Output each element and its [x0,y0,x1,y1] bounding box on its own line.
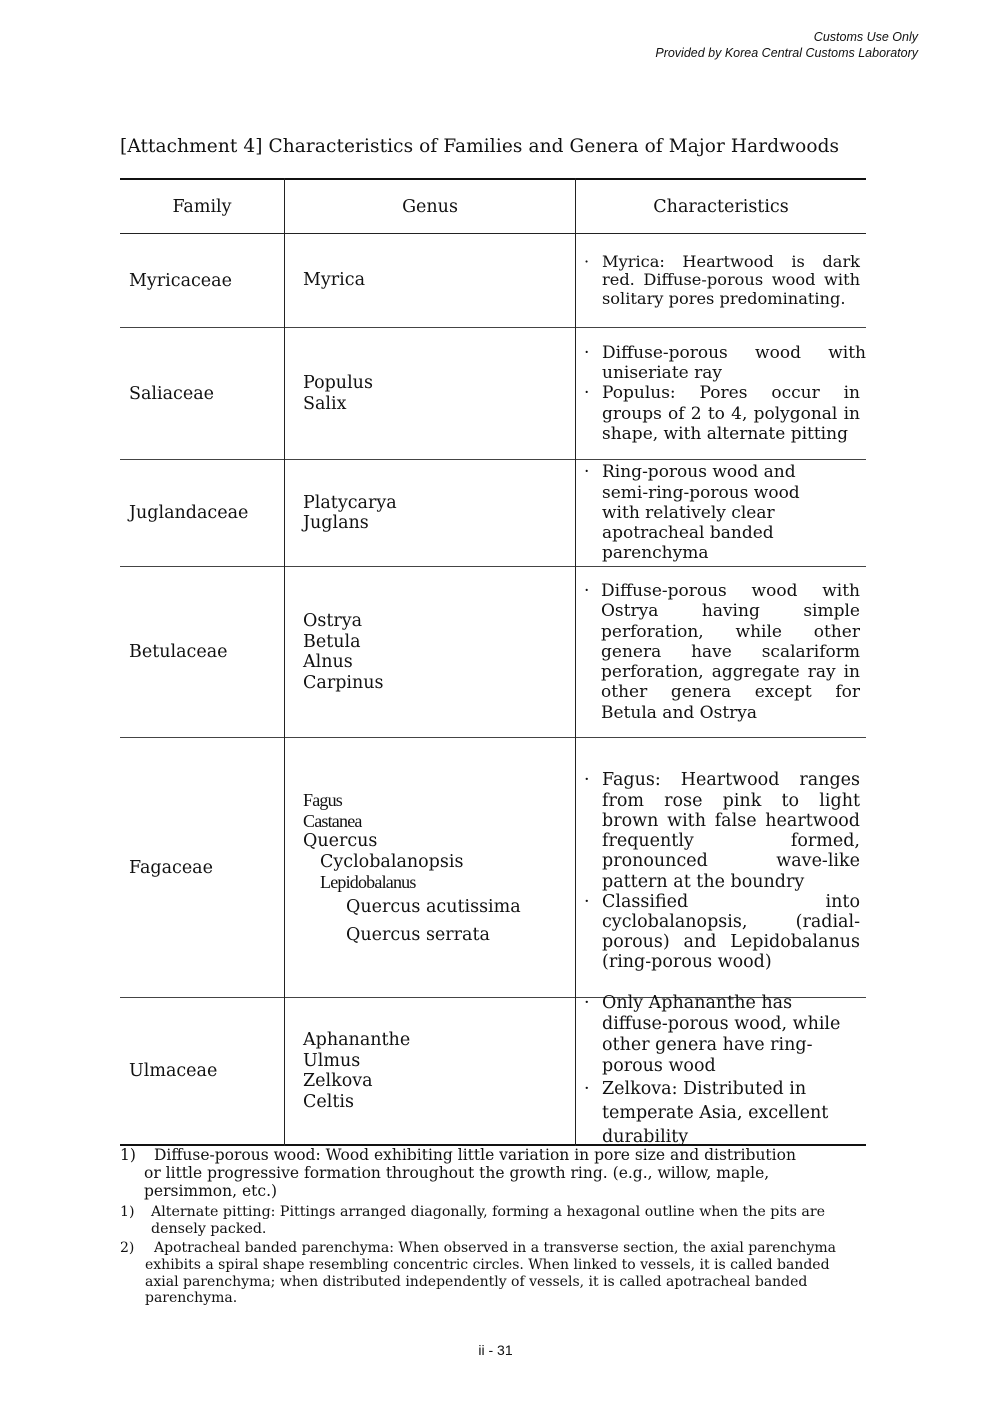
genus-cell [285,567,575,737]
bullet-icon: · [584,462,590,483]
genus-cell [285,998,575,1144]
genus-cell [285,460,575,566]
characteristics-cell [576,234,866,327]
footnote-number: 2) [120,1240,135,1256]
bullet-icon: · [584,1079,590,1099]
bullet-icon: · [584,383,590,404]
bullet-icon: · [584,251,590,271]
header-restriction-note: Customs Use Only [813,30,918,44]
genus-cell [285,328,575,459]
characteristics-cell [576,738,866,997]
bullet-icon: · [584,891,590,912]
footnote-text: Apotracheal banded parenchyma: When observed in a transverse section, the axial parenchyma exhibits a spiral shape resembling concentric circles. When linked to vessels, it is called banded axial parenchyma; when distributed independently of vessels, it is called apotracheal banded parenchyma. [145,1240,836,1307]
genus-item: Aphananthe [303,1030,411,1050]
genus-item: Juglans [303,513,369,533]
characteristic-item: · Classified into cyclobalanopsis, (radial-porous) and Lepidobalanus (ring-porous wood) [584,891,860,973]
footnote-text: Diffuse-porous wood: Wood exhibiting little variation in pore size and distribution or little progressive formation throughout the growth ring. (e.g., willow, maple, persimmon, etc.) [144,1146,796,1200]
family-cell: Ulmaceae [129,1061,218,1081]
footnote-number: 1) [120,1204,135,1220]
characteristic-item: · Zelkova: Distributed in temperate Asia, excellent durability [584,1079,829,1147]
bullet-icon: · [584,770,590,791]
species-item: Quercus acutissima [346,896,521,917]
genus-item: Betula [303,631,361,652]
genus-item: Platycarya [303,492,397,513]
characteristic-item: · Ring-porous wood and semi-ring-porous wood with relatively clear apotracheal banded parenchyma [584,462,800,564]
page-number: ii - 31 [478,1342,513,1358]
family-cell: Fagaceae [129,857,213,878]
bullet-icon: · [584,342,590,363]
genus-item: Ulmus [303,1050,361,1071]
characteristic-item: · Myrica: Heartwood is dark red. Diffuse-porous wood with solitary pores predominating. [584,251,860,308]
column-header-genus: Genus [402,196,458,217]
footnote [120,1240,860,1307]
footnote [120,1146,860,1200]
footnote [120,1204,860,1238]
genus-cell [285,234,575,327]
page-title: [Attachment 4] Characteristics of Families and Genera of Major Hardwoods [120,136,840,157]
characteristics-cell [576,567,866,737]
genus-item: Castanea [303,810,362,831]
characteristic-item: · Diffuse-porous wood with Ostrya having simple perforation, while other genera have scalariform perforation, aggregate ray in other genera except for Betula and Ostrya [584,580,860,723]
genus-item: Carpinus [303,672,384,693]
characteristics-cell [576,993,856,1147]
characteristics-cell [576,460,838,566]
column-header-family: Family [172,196,232,217]
subgenus-item: Cyclobalanopsis [320,851,464,872]
hardwoods-table [120,178,866,1146]
genus-item: Salix [303,393,347,414]
family-cell: Betulaceae [129,642,228,662]
genus-item: Quercus [303,831,378,852]
genus-cell [285,738,575,997]
genus-item: Zelkova [303,1071,373,1091]
genus-item: Fagus [303,790,343,811]
genus-item: Myrica [303,270,366,291]
genus-item: Celtis [303,1091,354,1112]
family-cell: Saliaceae [129,383,214,404]
footnote-text: Alternate pitting: Pittings arranged diagonally, forming a hexagonal outline when the pits are densely packed. [151,1204,826,1237]
family-cell: Juglandaceae [129,503,249,523]
characteristic-item: · Only Aphananthe has diffuse-porous wood, while other genera have ring-porous wood [584,993,841,1076]
characteristic-item: · Fagus: Heartwood ranges from rose pink to light brown with false heartwood frequently formed, pronounced wave-like pattern at the boundry [584,770,860,892]
family-cell: Myricaceae [129,270,232,291]
header-provider-note: Provided by Korea Central Customs Laboratory [655,46,918,60]
genus-item: Ostrya [303,611,363,631]
species-item: Quercus serrata [346,924,490,945]
genus-item: Populus [303,373,373,393]
bullet-icon: · [584,580,590,601]
column-header-characteristics: Characteristics [653,196,789,217]
characteristics-cell [576,328,866,459]
characteristic-item: · Populus: Pores occur in groups of 2 to 4, polygonal in shape, with alternate pitting [584,383,860,444]
subgenus-item: Lepidobalanus [320,872,416,893]
footnote-number: 1) [120,1146,136,1164]
bullet-icon: · [584,993,590,1013]
genus-item: Alnus [303,652,353,672]
characteristic-item: · Diffuse-porous wood with uniseriate ray [584,342,866,384]
